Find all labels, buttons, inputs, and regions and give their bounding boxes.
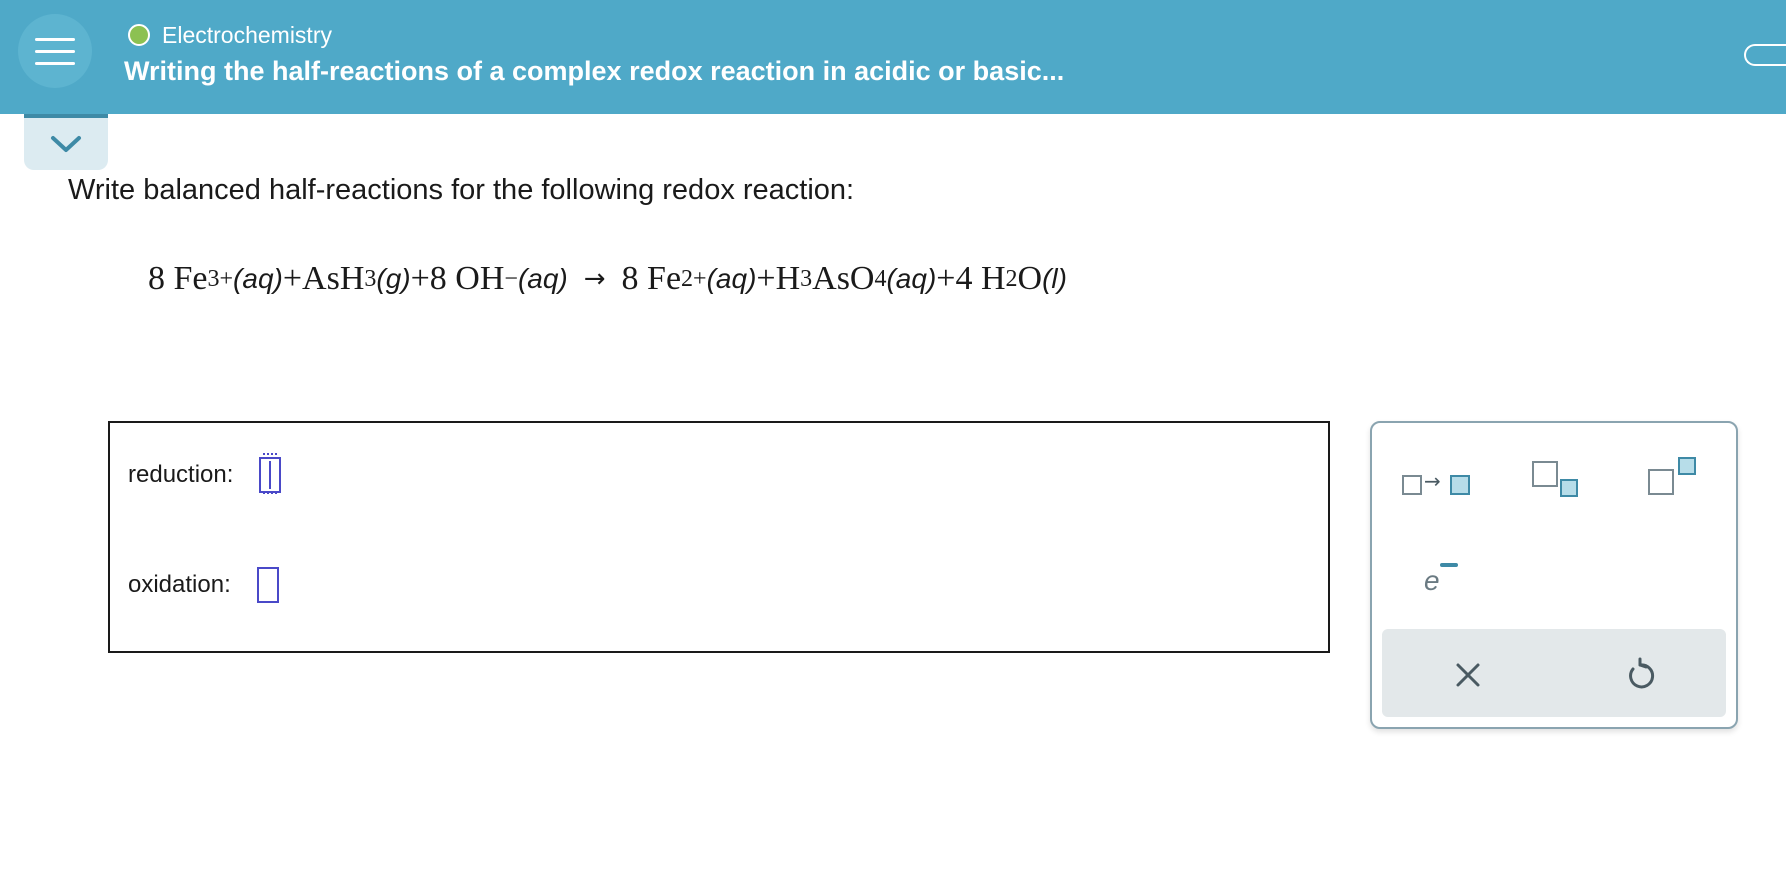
reaction-arrow-tool[interactable]: [1402, 465, 1478, 499]
superscript-box-icon: [1678, 457, 1696, 475]
placeholder-box-icon: [1402, 475, 1422, 495]
coefficient: 8: [429, 260, 447, 297]
answer-box: [108, 421, 1330, 653]
species: H: [980, 260, 1006, 297]
coefficient: 8: [148, 260, 165, 297]
topic-label: Electrochemistry: [162, 21, 332, 48]
undo-icon: [1620, 655, 1660, 695]
page-title: Writing the half-reactions of a complex redox reaction in acidic or basic...: [124, 56, 1065, 86]
subscript: 4: [874, 265, 887, 292]
status-dot-icon: [128, 24, 150, 46]
state: (aq): [706, 263, 757, 294]
topic-row: [128, 20, 332, 50]
subscript-box-icon: [1560, 479, 1578, 497]
state: (aq): [233, 263, 283, 294]
text-cursor: [269, 461, 271, 489]
reduction-label: reduction:: [128, 461, 234, 488]
clear-button[interactable]: [1448, 655, 1488, 695]
coefficient: 8: [621, 260, 639, 297]
species: H: [775, 260, 801, 297]
plus-sign: +: [936, 260, 956, 297]
menu-icon-line: [35, 38, 75, 41]
palette-actions: [1382, 629, 1726, 717]
question-prompt: Write balanced half-reactions for the following redox reaction:: [68, 174, 855, 206]
state: (aq): [886, 263, 937, 294]
state: (l): [1042, 263, 1067, 294]
superscript-icon: [1648, 469, 1674, 495]
menu-icon-line: [35, 62, 75, 65]
subscript: 3: [800, 265, 813, 292]
oxidation-input[interactable]: [257, 567, 279, 603]
species: OH: [455, 260, 505, 297]
superscript-tool[interactable]: [1648, 451, 1708, 507]
chevron-down-icon: [49, 134, 83, 154]
electron-icon: e: [1424, 565, 1440, 596]
species: Fe: [173, 260, 208, 297]
species: AsO: [812, 260, 875, 297]
reduction-input[interactable]: [259, 457, 281, 493]
subscript-icon: [1532, 461, 1558, 487]
subscript: 3: [364, 265, 377, 292]
progress-pill[interactable]: [1744, 44, 1786, 66]
plus-sign: +: [410, 260, 430, 297]
subscript-tool[interactable]: [1532, 457, 1592, 507]
reaction-arrow-icon: →: [1424, 469, 1441, 493]
close-icon: [1448, 655, 1488, 695]
top-bar: [0, 0, 1786, 114]
species: Fe: [647, 260, 682, 297]
electron-tool[interactable]: [1420, 557, 1468, 605]
minus-icon: [1440, 563, 1458, 567]
charge: −: [504, 265, 518, 292]
charge: 2+: [681, 265, 707, 292]
redox-equation: [148, 244, 1067, 314]
collapse-toggle[interactable]: [24, 114, 108, 170]
reaction-arrow: →: [583, 264, 606, 294]
subscript: 2: [1005, 265, 1018, 292]
species: O: [1017, 260, 1043, 297]
charge: 3+: [207, 265, 234, 292]
coefficient: 4: [955, 260, 973, 297]
placeholder-box-icon: [1450, 475, 1470, 495]
plus-sign: +: [282, 260, 303, 297]
reduction-row: [128, 457, 281, 493]
oxidation-label: oxidation:: [128, 571, 231, 598]
oxidation-row: [128, 567, 279, 603]
state: (g): [376, 263, 411, 294]
species: AsH: [302, 260, 365, 297]
plus-sign: +: [756, 260, 776, 297]
undo-button[interactable]: [1620, 655, 1660, 695]
menu-button[interactable]: [18, 14, 92, 88]
menu-icon-line: [35, 50, 75, 53]
state: (aq): [517, 263, 568, 294]
tool-palette: [1370, 421, 1738, 729]
